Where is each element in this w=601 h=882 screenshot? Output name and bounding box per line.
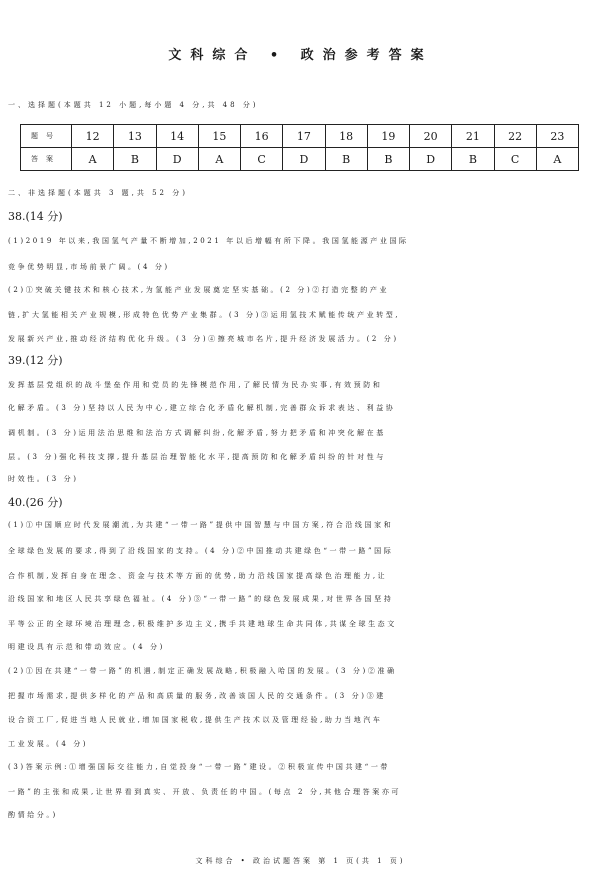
question-number: 17 [283, 125, 325, 148]
answer-cell: A [72, 148, 114, 171]
question-number: 19 [367, 125, 409, 148]
question-number: 15 [198, 125, 240, 148]
answer-cell: C [494, 148, 536, 171]
answer-cell: C [241, 148, 283, 171]
question-number: 13 [114, 125, 156, 148]
answer-cell: D [156, 148, 198, 171]
answer-cell: B [325, 148, 367, 171]
row-label-number: 题号 [21, 125, 72, 148]
answer-line: 链,扩大氢能相关产业规模,形成特色优势产业集群。(3 分)③运用氢技术赋能传统产业转型, [8, 311, 401, 319]
answer-cell: D [283, 148, 325, 171]
answer-line: (2)①因在共建“一带一路”的机遇,制定正确发展战略,积极融入哈国的发展。(3 分)②准确 [8, 667, 397, 675]
page-title: 文科综合 • 政治参考答案 [168, 48, 433, 63]
answer-line: 全球绿色发展的要求,得到了沿线国家的支持。(4 分)②中国推动共建绿色“一带一路”国际 [8, 547, 394, 555]
answer-line: 明建设具有示范和带动效应。(4 分) [8, 643, 165, 651]
answer-line: 一路”的主张和成果,让世界看到真实、开放、负责任的中国。(每点 2 分,其他合理答案亦可 [8, 788, 402, 796]
answer-line: 调机制。(3 分)运用法治思维和法治方式调解纠纷,化解矛盾,努力把矛盾和冲突化解在基 [8, 429, 386, 437]
answer-table-number-row [21, 125, 579, 148]
answer-line: 沿线国家和地区人民共享绿色福祉。(4 分)③“一带一路”的绿色发展成果,对世界各国坚持 [8, 595, 394, 603]
answer-line: 合作机制,发挥自身在理念、资金与技术等方面的优势,助力沿线国家提高绿色治理能力,让 [8, 572, 388, 580]
question-38-heading: 38.(14 分) [8, 210, 63, 223]
answer-line: 发挥基层党组织的战斗堡垒作用和党员的先锋模范作用,了解民情为民办实事,有效预防和 [8, 381, 383, 389]
question-number: 22 [494, 125, 536, 148]
answer-cell: B [114, 148, 156, 171]
answer-line: 发展新兴产业,推动经济结构优化升级。(3 分)④擦亮城市名片,提升经济发展活力。(2 分) [8, 335, 399, 343]
answer-cell: B [367, 148, 409, 171]
question-number: 12 [72, 125, 114, 148]
answer-table-answer-row [21, 148, 579, 171]
answer-line: 平等公正的全球环境治理理念,积极维护多边主义,携手共建地球生命共同体,共谋全球生态文 [8, 620, 397, 628]
question-39-heading: 39.(12 分) [8, 354, 63, 367]
answer-line: (3)答案示例:①增强国际交往能力,自觉投身“一带一路”建设。②积极宣传中国共建“一带 [8, 763, 391, 771]
section-two-heading: 二、非选择题(本题共 3 题,共 52 分) [8, 189, 188, 197]
answer-cell: A [198, 148, 240, 171]
row-label-answer: 答案 [21, 148, 72, 171]
answer-cell: B [452, 148, 494, 171]
answer-line: 时效性。(3 分) [8, 475, 79, 483]
answer-line: 把握市场需求,提供多样化的产品和高质量的服务,改善该国人民的交通条件。(3 分)③建 [8, 692, 386, 700]
question-number: 14 [156, 125, 198, 148]
answer-line: 竞争优势明显,市场前景广阔。(4 分) [8, 263, 170, 271]
answer-cell: D [410, 148, 452, 171]
section-one-heading: 一、选择题(本题共 12 小题,每小题 4 分,共 48 分) [8, 101, 259, 109]
answer-line: 设合资工厂,促进当地人民就业,增加国家税收,提供生产技术以及管理经验,助力当地汽车 [8, 716, 383, 724]
question-number: 23 [536, 125, 578, 148]
answer-line: 层。(3 分)强化科技支撑,提升基层治理智能化水平,提高预防和化解矛盾纠纷的针对性与 [8, 453, 386, 461]
answer-table [20, 124, 579, 171]
question-number: 16 [241, 125, 283, 148]
answer-line: (1)2019 年以来,我国氢气产量不断增加,2021 年以后增幅有所下降。我国氢能源产业国际 [8, 237, 409, 245]
answer-line: 化解矛盾。(3 分)坚持以人民为中心,建立综合化矛盾化解机制,完善群众诉求表达、利益协 [8, 404, 396, 412]
question-40-heading: 40.(26 分) [8, 496, 63, 509]
answer-cell: A [536, 148, 578, 171]
page-footer: 文科综合 • 政治试题答案 第 1 页(共 1 页) [195, 857, 406, 865]
question-number: 21 [452, 125, 494, 148]
question-number: 18 [325, 125, 367, 148]
question-number: 20 [410, 125, 452, 148]
answer-line: (2)①突破关键技术和核心技术,为氢能产业发展奠定坚实基础。(2 分)②打造完整的产业 [8, 286, 390, 294]
answer-line: 酌情给分。) [8, 811, 58, 819]
answer-line: 工业发展。(4 分) [8, 740, 89, 748]
answer-line: (1)①中国顺应时代发展潮流,为共建“一带一路”提供中国智慧与中国方案,符合沿线国家和 [8, 521, 394, 529]
